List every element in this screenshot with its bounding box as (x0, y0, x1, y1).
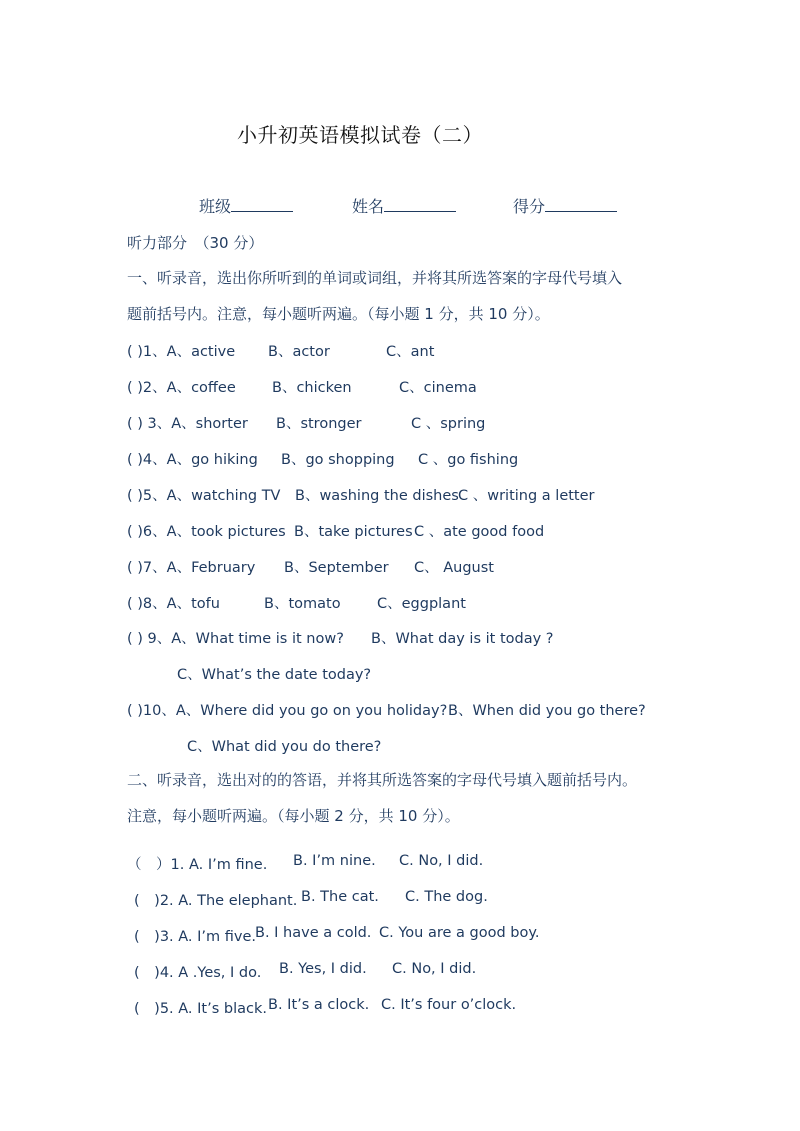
class-field (199, 194, 293, 217)
score-field (513, 194, 617, 217)
question-5-option-c: C 、writing a letter (458, 488, 595, 504)
s2-question-2-option-a: ( )2. A. The elephant. (134, 893, 298, 909)
listening-header: 听力部分 （30 分） (127, 234, 264, 252)
question-7-option-b: B、September (284, 560, 389, 576)
question-7-option-a: ( )7、A、February (127, 560, 256, 576)
s2-question-5-option-b: B. It’s a clock. (268, 997, 370, 1013)
question-3-option-c: C 、spring (411, 416, 486, 432)
question-2-option-b: B、chicken (272, 380, 352, 396)
question-6-option-c: C 、ate good food (414, 524, 545, 540)
name-label: 姓名 (352, 197, 385, 216)
section1-instruction-line1: 一、听录音，选出你所听到的单词或词组，并将其所选答案的字母代号填入 (127, 269, 623, 287)
s2-question-5-option-a: ( )5. A. It’s black. (134, 1001, 267, 1017)
class-blank[interactable] (231, 195, 293, 212)
name-field (352, 194, 456, 217)
question-10-option-a: ( )10、A、Where did you go on you holiday? (127, 703, 448, 719)
s2-question-1-option-c: C. No, I did. (399, 853, 484, 869)
question-1-option-b: B、actor (268, 344, 330, 360)
s2-question-3-option-b: B. I have a cold. (255, 925, 372, 941)
score-blank[interactable] (545, 195, 617, 212)
question-2-option-c: C、cinema (399, 380, 477, 396)
question-4-option-b: B、go shopping (281, 452, 395, 468)
question-5-option-b: B、washing the dishes (295, 488, 459, 504)
question-10-option-c: C、What did you do there? (187, 739, 382, 755)
score-label: 得分 (513, 197, 546, 216)
section2-instruction-line2: 注意，每小题听两遍。（每小题 2 分，共 10 分）。 (127, 807, 460, 825)
s2-question-4-option-c: C. No, I did. (392, 961, 477, 977)
question-1 (127, 340, 235, 361)
question-1-option-a: ( )1、A、active (127, 344, 236, 360)
s2-question-5-option-c: C. It’s four o’clock. (381, 997, 517, 1013)
question-6-option-a: ( )6、A、took pictures (127, 524, 286, 540)
question-3-option-b: B、stronger (276, 416, 362, 432)
s2-question-4-option-a: ( )4. A .Yes, I do. (134, 965, 262, 981)
s2-question-2-option-c: C. The dog. (405, 889, 488, 905)
question-4-option-a: ( )4、A、go hiking (127, 452, 258, 468)
question-4-option-c: C 、go fishing (418, 452, 519, 468)
question-8-option-a: ( )8、A、tofu (127, 596, 220, 612)
question-1-option-c: C、ant (386, 344, 435, 360)
page-title: 小升初英语模拟试卷（二） (237, 123, 483, 147)
class-label: 班级 (199, 197, 232, 216)
section2-instruction-line1: 二、听录音，选出对的的答语，并将其所选答案的字母代号填入题前括号内。 (127, 771, 638, 789)
question-10-option-b: B、When did you go there? (448, 703, 646, 719)
name-blank[interactable] (384, 195, 456, 212)
s2-question-1-option-b: B. I’m nine. (293, 853, 376, 869)
question-8-option-c: C、eggplant (377, 596, 466, 612)
question-9-option-b: B、What day is it today ? (371, 631, 554, 647)
s2-question-2-option-b: B. The cat. (301, 889, 379, 905)
question-3-option-a: ( ) 3、A、shorter (127, 416, 248, 432)
s2-question-3-option-c: C. You are a good boy. (379, 925, 540, 941)
question-7-option-c: C、 August (414, 560, 494, 576)
s2-question-4-option-b: B. Yes, I did. (279, 961, 367, 977)
s2-question-1-option-a: （ ）1. A. I’m fine. (127, 857, 268, 873)
question-5-option-a: ( )5、A、watching TV (127, 488, 281, 504)
question-8-option-b: B、tomato (264, 596, 341, 612)
s2-question-3-option-a: ( )3. A. I’m five. (134, 929, 257, 945)
question-9-option-a: ( ) 9、A、What time is it now? (127, 631, 344, 647)
question-9-option-c: C、What’s the date today? (177, 667, 372, 683)
section1-instruction-line2: 题前括号内。注意，每小题听两遍。（每小题 1 分，共 10 分）。 (127, 305, 550, 323)
question-6-option-b: B、take pictures (294, 524, 413, 540)
question-2-option-a: ( )2、A、coffee (127, 380, 236, 396)
